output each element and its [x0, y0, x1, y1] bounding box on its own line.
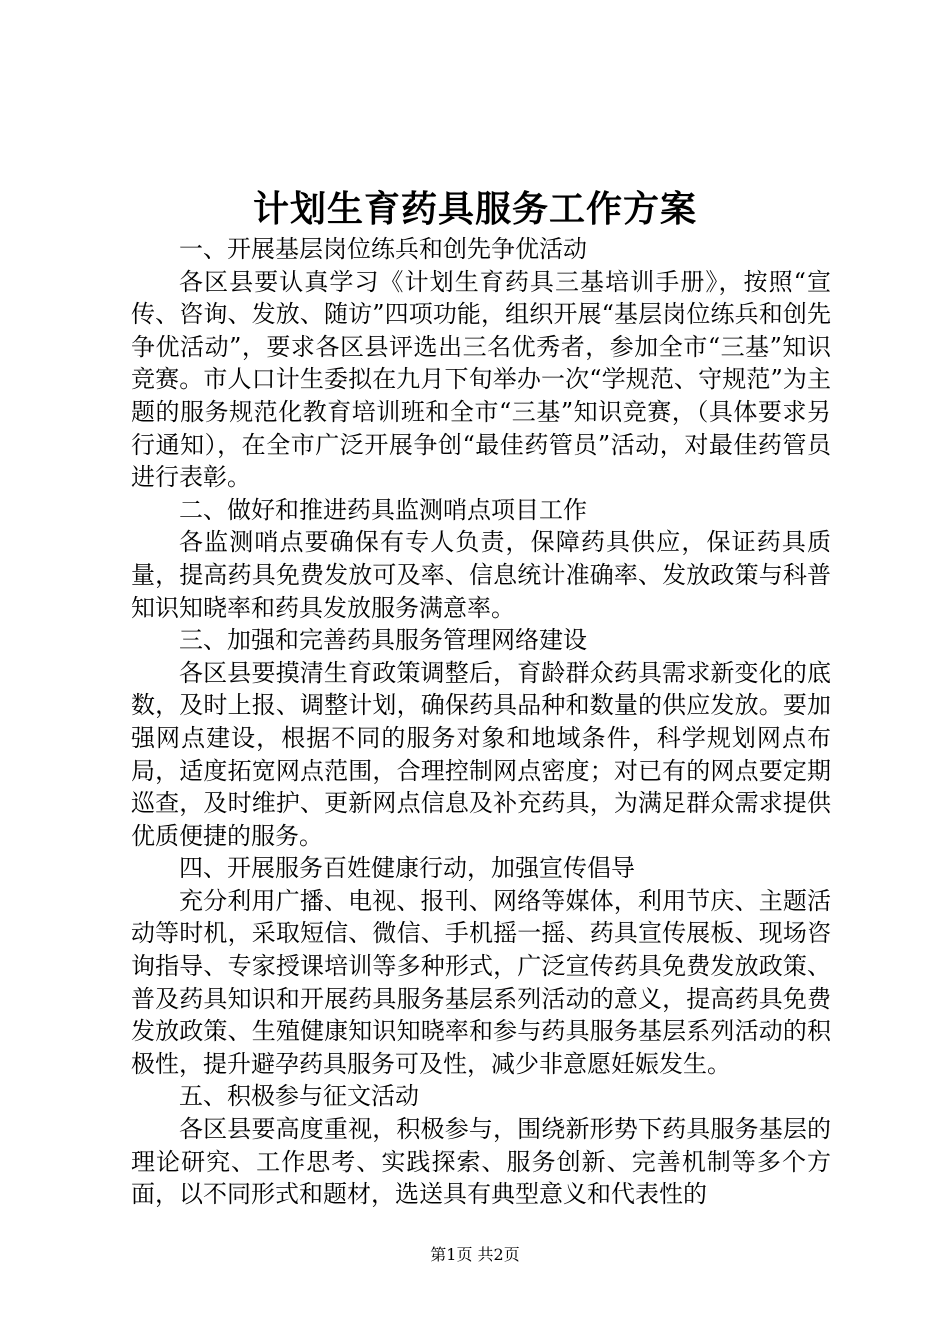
section-paragraph-3: 各区县要摸清生育政策调整后，育龄群众药具需求新变化的底数，及时上报、调整计划，确保药具品种和数量的供应发放。要加强网点建设，根据不同的服务对象和地域条件，科学规划网点布局，适度拓宽网点范围，合理控制网点密度；对已有的网点要定期巡查，及时维护、更新网点信息及补充药具，为满足群众需求提供优质便捷的服务。	[131, 658, 831, 850]
section-heading-2: 二、做好和推进药具监测哨点项目工作	[179, 495, 587, 524]
section-paragraph-1: 各区县要认真学习《计划生育药具三基培训手册》，按照“宣传、咨询、发放、随访”四项功能，组织开展“基层岗位练兵和创先争优活动”，要求各区县评选出三名优秀者，参加全市“三基”知识竞赛。市人口计生委拟在九月下旬举办一次“学规范、守规范”为主题的服务规范化教育培训班和全市“三基”知识竞赛，（具体要求另行通知），在全市广泛开展争创“最佳药管员”活动，对最佳药管员进行表彰。	[131, 267, 831, 492]
section-paragraph-2: 各监测哨点要确保有专人负责，保障药具供应，保证药具质量，提高药具免费发放可及率、信息统计准确率、发放政策与科普知识知晓率和药具发放服务满意率。	[131, 528, 831, 622]
document-title: 计划生育药具服务工作方案	[252, 188, 697, 230]
section-heading-5: 五、积极参与征文活动	[179, 1082, 419, 1111]
section-heading-1: 一、开展基层岗位练兵和创先争优活动	[179, 235, 587, 263]
section-paragraph-4: 充分利用广播、电视、报刊、网络等媒体，利用节庆、主题活动等时机，采取短信、微信、手机摇一摇、药具宣传展板、现场咨询指导、专家授课培训等多种形式，广泛宣传药具免费发放政策、普及药具知识和开展药具服务基层系列活动的意义，提高药具免费发放政策、生殖健康知识知晓率和参与药具服务基层系列活动的积极性，提升避孕药具服务可及性，减少非意愿妊娠发生。	[131, 886, 831, 1078]
document-body	[131, 233, 831, 1211]
section-paragraph-5: 各区县要高度重视，积极参与，围绕新形势下药具服务基层的理论研究、工作思考、实践探索、服务创新、完善机制等多个方面，以不同形式和题材，选送具有典型意义和代表性的	[131, 1115, 831, 1209]
page-footer: 第1页 共2页	[430, 1245, 520, 1264]
section-heading-3: 三、加强和完善药具服务管理网络建设	[179, 626, 587, 655]
section-heading-4: 四、开展服务百姓健康行动，加强宣传倡导	[179, 854, 635, 883]
